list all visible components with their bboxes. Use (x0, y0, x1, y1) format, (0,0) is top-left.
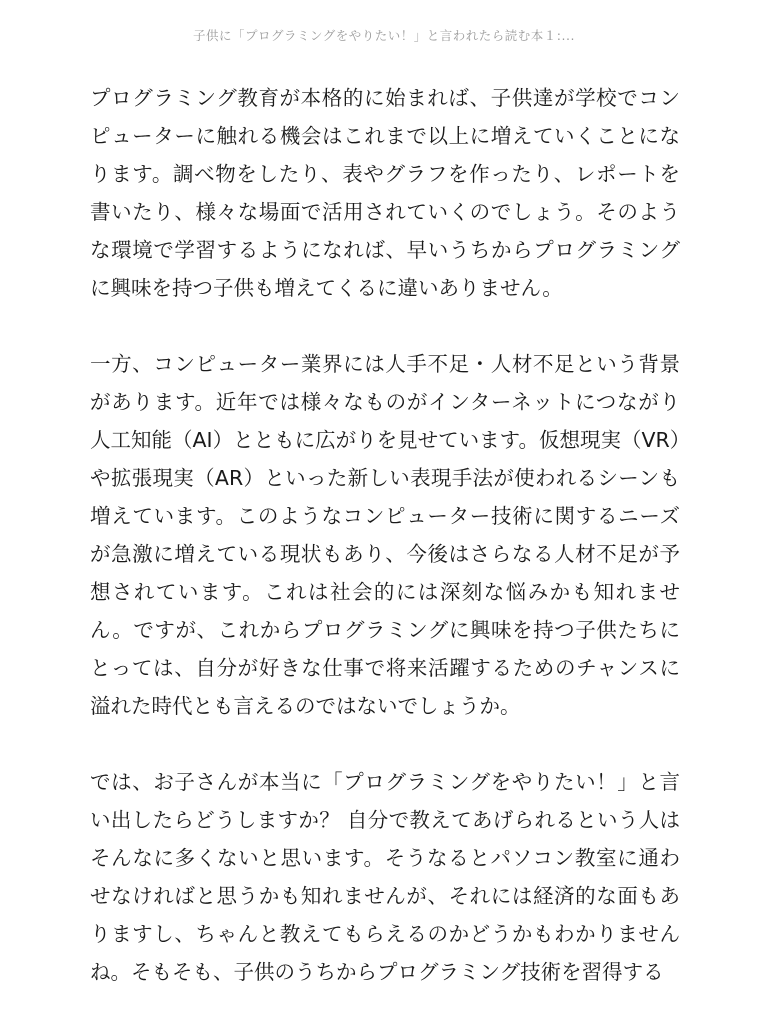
paragraph-3: では、お子さんが本当に「プログラミングをやりたい！」と言い出したらどうしますか？ 自分で教えてあげられるという人はそんなに多くないと思います。そうなるとパソコン教室に通わせなければと思うかも知れませんが、それには経済的な面もありますし、ちゃんと教えてもらえるのかどうかもわかりませんね。そもそも、子供のうちからプログラミング技術を習得する (90, 770, 680, 984)
book-title-header: 子供に「プログラミングをやりたい！」と言われたら読む本１:... (193, 28, 575, 43)
paragraph-2: 一方、コンピューター業界には人手不足・人材不足という背景があります。近年では様々なものがインターネットにつながり人工知能（AI）とともに広がりを見せています。仮想現実（VR）や拡張現実（AR）といった新しい表現手法が使われるシーンも増えています。このようなコンピューター技術に関するニーズが急激に増えている現状もあり、今後はさらなる人材不足が予想されています。これは社会的には深刻な悩みかも知れません。ですが、これからプログラミングに興味を持つ子供たちにとっては、自分が好きな仕事で将来活躍するためのチャンスに溢れた時代とも言えるのではないでしょうか。 (90, 352, 680, 718)
page-content (90, 79, 680, 991)
paragraph-1: プログラミング教育が本格的に始まれば、子供達が学校でコンピューターに触れる機会はこれまで以上に増えていくことになります。調べ物をしたり、表やグラフを作ったり、レポートを書いたり、様々な場面で活用されていくのでしょう。そのような環境で学習するようになれば、早いうちからプログラミングに興味を持つ子供も増えてくるに違いありません。 (90, 86, 680, 300)
